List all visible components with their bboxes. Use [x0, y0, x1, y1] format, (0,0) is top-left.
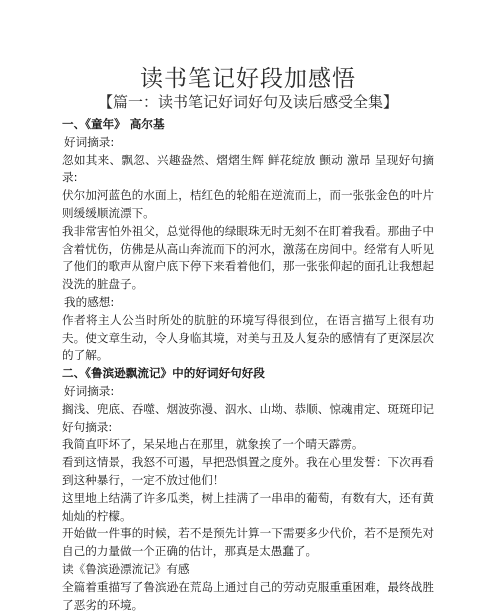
- body-paragraph: 我简直吓坏了，呆呆地占在那里，就象挨了一个晴天霹雳。: [62, 437, 364, 452]
- page-title: 读书笔记好段加感悟: [140, 66, 356, 92]
- body-paragraph: 这里地上结满了许多瓜类，树上挂满了一串串的葡萄，有数有大，还有黄灿灿的柠檬。: [62, 490, 434, 523]
- section-label: 我的感想:: [64, 294, 115, 309]
- body-paragraph: 伏尔加河蓝色的水面上，桔红色的轮船在逆流而上，而一张张金色的叶片则缓缓顺流漂下。: [62, 188, 434, 220]
- body-paragraph: 忽如其来、飘忽、兴趣盎然、熠熠生辉 鲜花绽放 颤动 激昂 呈现好句摘录:: [62, 152, 434, 185]
- body-paragraph: 开始做一件事的时候，若不是预先计算一下需要多少代价，若不是预先对自己的力量做一个正确的估计，那真是太愚蠢了。: [62, 526, 434, 559]
- body-paragraph: 作者将主人公当时所处的肮脏的环境写得很到位，在语言描写上很有功夫。使文章生动，令人身临其境，对美与丑及人复杂的感情有了更深层次的了解。: [62, 312, 434, 363]
- body-paragraph: 我非常害怕外祖父，总觉得他的绿眼珠无时无刻不在盯着我看。那曲子中含着忧伤，仿佛是从高山奔流而下的河水，激荡在房间中。经常有人听见了他们的歌声从窗户底下停下来看着他们，那一张张仰起的面孔让我想起没洗的脏盘子。: [62, 223, 434, 292]
- section-label: 好词摘录:: [64, 134, 115, 149]
- body-paragraph: 读《鲁滨逊漂流记》有感: [62, 561, 190, 576]
- section-heading: 一、《童年》 高尔基: [62, 117, 165, 131]
- body-paragraph: 全篇着重描写了鲁滨逊在荒岛上通过自己的劳动克服重重困难，最终战胜了恶劣的环境。: [62, 579, 434, 612]
- body-paragraph: 搁浅、兜底、吞噬、烟波弥漫、泅水、山坳、恭顺、惊魂甫定、斑斑印记好句摘录:: [62, 401, 434, 434]
- body-paragraph: 看到这情景，我怒不可遏，早把恐惧置之度外。我在心里发誓：下次再看到这种暴行，一定不放过他们！: [62, 455, 434, 487]
- section-label: 好词摘录:: [64, 383, 115, 398]
- document-body: [62, 116, 434, 614]
- section-heading: 二、《鲁滨逊飘流记》中的好词好句好段: [62, 366, 265, 381]
- page-subtitle: 【篇一：读书笔记好词好句及读后感受全集】: [97, 93, 398, 111]
